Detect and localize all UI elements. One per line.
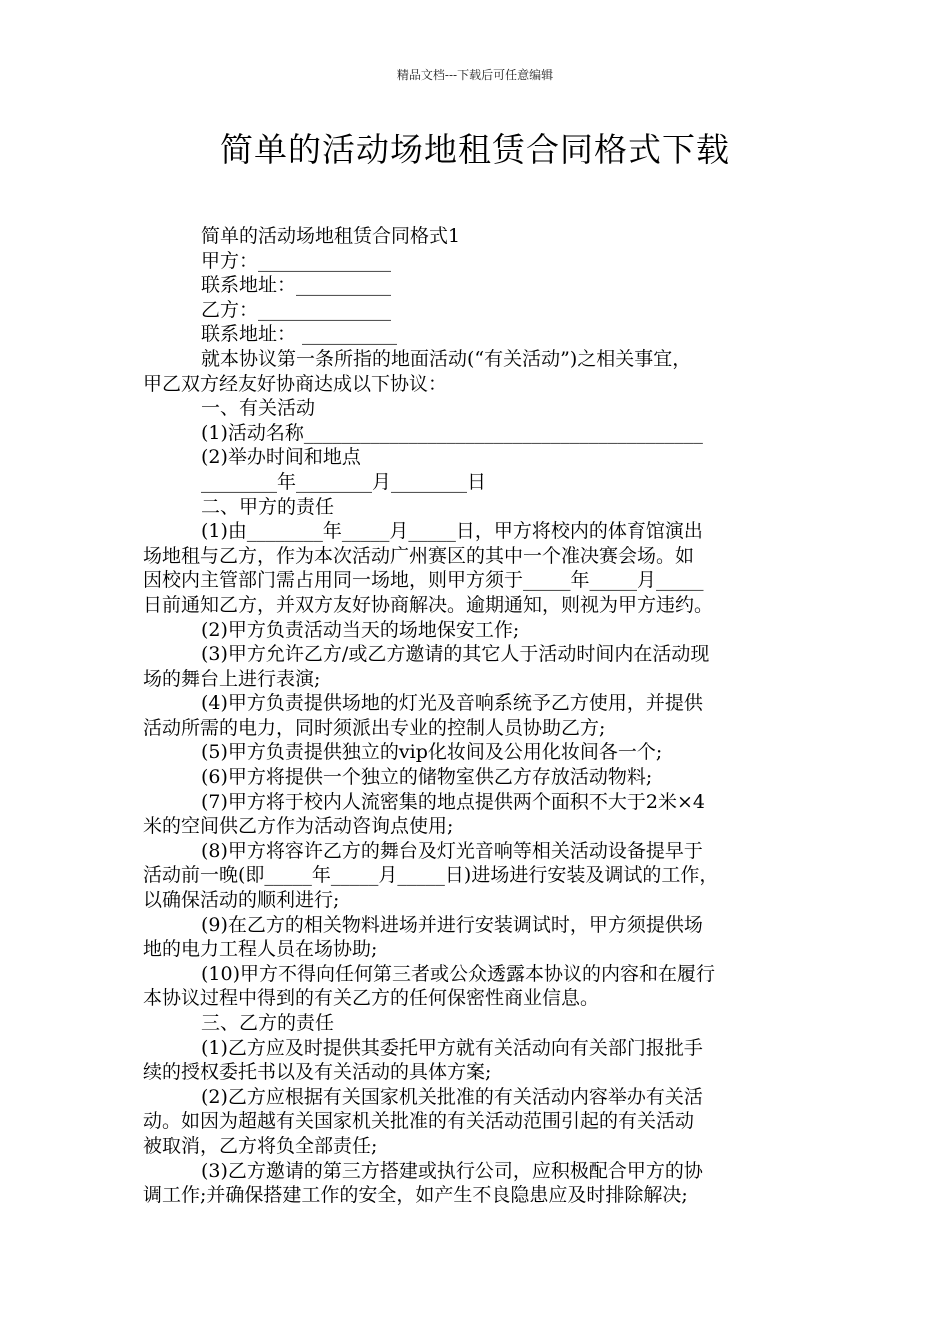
paragraph-line: (3)乙方邀请的第三方搭建或执行公司，应积极配合甲方的协 (201, 1159, 703, 1182)
paragraph-line: (10)甲方不得向任何第三者或公众透露本协议的内容和在履行 (201, 962, 716, 985)
paragraph-line: 活动前一晚(即_____年_____月_____日)进场进行安装及调试的工作， (143, 864, 719, 887)
paragraph-line: (1)由________年_____月_____日，甲方将校内的体育馆演出 (201, 520, 703, 543)
document-body (143, 224, 813, 1208)
paragraph-line: 以确保活动的顺利进行; (143, 889, 340, 912)
paragraph-line: (4)甲方负责提供场地的灯光及音响系统予乙方使用，并提供 (201, 692, 703, 715)
paragraph-line: (8)甲方将容许乙方的舞台及灯光音响等相关活动设备提早于 (201, 839, 703, 862)
paragraph-line: 甲方：______________ (201, 249, 392, 272)
paragraph-line: ________年________月________日 (201, 470, 487, 493)
paragraph-line: 联系地址： __________ (201, 323, 398, 346)
paragraph-line: 续的授权委托书以及有关活动的具体方案; (143, 1061, 492, 1084)
paragraph-line: 活动所需的电力，同时须派出专业的控制人员协助乙方; (143, 716, 606, 739)
paragraph-line: 三、乙方的责任 (201, 1012, 335, 1034)
paragraph-line: 二、甲方的责任 (201, 495, 335, 518)
paragraph-line: 一、有关活动 (201, 397, 316, 420)
paragraph-line: 场的舞台上进行表演; (143, 667, 321, 690)
paragraph-line: 米的空间供乙方作为活动咨询点使用; (143, 815, 454, 838)
paragraph-line: 日前通知乙方，并双方友好协商解决。逾期通知，则视为甲方违约。 (143, 593, 714, 616)
paragraph-line: 调工作;并确保搭建工作的安全，如产生不良隐患应及时排除解决; (143, 1184, 688, 1207)
paragraph-line: 就本协议第一条所指的地面活动(“有关活动”)之相关事宜， (201, 347, 692, 370)
paragraph-line: 乙方：______________ (201, 298, 392, 321)
paragraph-line: 联系地址：__________ (201, 274, 392, 297)
paragraph-line: 本协议过程中得到的有关乙方的任何保密性商业信息。 (143, 987, 600, 1010)
paragraph-line: (5)甲方负责提供独立的vip化妆间及公用化妆间各一个; (201, 741, 663, 764)
paragraph-line: (1)乙方应及时提供其委托甲方就有关活动向有关部门报批手 (201, 1036, 703, 1059)
paragraph-line: (9)在乙方的相关物料进场并进行安装调试时，甲方须提供场 (201, 913, 703, 936)
paragraph-line: 地的电力工程人员在场协助; (143, 938, 378, 961)
paragraph-line: (2)举办时间和地点 (201, 446, 361, 469)
paragraph-line: (2)乙方应根据有关国家机关批准的有关活动内容举办有关活 (201, 1085, 703, 1108)
header-note: 精品文档---下载后可任意编辑 (396, 68, 554, 82)
paragraph-line: 因校内主管部门需占用同一场地，则甲方须于_____年_____月_____ (143, 569, 704, 592)
paragraph-line: 被取消，乙方将负全部责任; (143, 1134, 378, 1157)
paragraph-line: 场地租与乙方，作为本次活动广州赛区的其中一个准决赛会场。如 (143, 544, 695, 567)
paragraph-line: (2)甲方负责活动当天的场地保安工作; (201, 618, 520, 641)
document-title: 简单的活动场地租赁合同格式下载 (220, 130, 730, 169)
paragraph-line: 甲乙双方经友好协商达成以下协议： (143, 372, 448, 395)
paragraph-line: 简单的活动场地租赁合同格式1 (201, 225, 461, 247)
paragraph-line: 动。如因为超越有关国家机关批准的有关活动范围引起的有关活动 (143, 1110, 695, 1133)
paragraph-line: (1)活动名称__________________________________________ (201, 421, 703, 444)
paragraph-line: (7)甲方将于校内人流密集的地点提供两个面积不大于2米×4 (201, 790, 706, 813)
paragraph-line: (3)甲方允许乙方/或乙方邀请的其它人于活动时间内在活动现 (201, 643, 710, 666)
paragraph-line: (6)甲方将提供一个独立的储物室供乙方存放活动物料; (201, 766, 653, 789)
